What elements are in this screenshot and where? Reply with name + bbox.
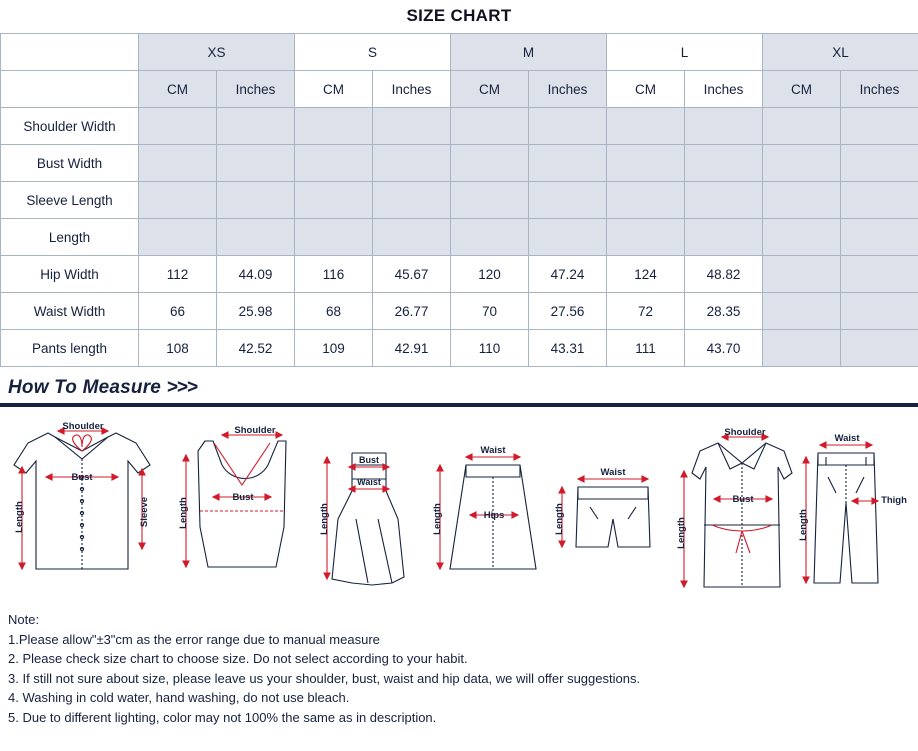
cell <box>841 256 918 293</box>
unit-xl-cm: CM <box>763 71 841 108</box>
cell <box>139 108 217 145</box>
cell <box>607 108 685 145</box>
size-header-s: S <box>295 34 451 71</box>
table-corner <box>1 34 139 71</box>
size-chart-table <box>0 33 918 367</box>
cell <box>451 145 529 182</box>
figure-tank-top <box>178 425 286 567</box>
cell <box>685 108 763 145</box>
note-line-2: 2. Please check size chart to choose size. Do not select according to your habit. <box>8 651 468 666</box>
cell: 47.24 <box>529 256 607 293</box>
svg-text:Hips: Hips <box>483 510 505 521</box>
figure-pants <box>798 433 907 583</box>
arrows-icon: >>> <box>166 377 197 398</box>
table-row <box>1 293 918 330</box>
cell <box>295 219 373 256</box>
cell: 109 <box>295 330 373 367</box>
svg-text:Shoulder: Shoulder <box>724 427 766 438</box>
svg-text:Bust: Bust <box>732 494 754 505</box>
how-to-measure-section <box>0 373 918 602</box>
svg-text:Length: Length <box>319 503 330 535</box>
cell <box>217 182 295 219</box>
svg-text:Bust: Bust <box>71 472 93 483</box>
cell <box>685 145 763 182</box>
cell: 26.77 <box>373 293 451 330</box>
unit-s-inches: Inches <box>373 71 451 108</box>
cell: 45.67 <box>373 256 451 293</box>
cell <box>217 145 295 182</box>
unit-l-cm: CM <box>607 71 685 108</box>
cell <box>841 145 918 182</box>
cell: 66 <box>139 293 217 330</box>
unit-xs-inches: Inches <box>217 71 295 108</box>
cell: 72 <box>607 293 685 330</box>
table-header-units <box>1 71 918 108</box>
row-label-pants-length: Pants length <box>1 330 139 367</box>
table-row <box>1 182 918 219</box>
row-label-waist-width: Waist Width <box>1 293 139 330</box>
cell <box>841 108 918 145</box>
cell <box>841 293 918 330</box>
cell <box>763 145 841 182</box>
unit-xl-inches: Inches <box>841 71 918 108</box>
cell <box>373 108 451 145</box>
measure-figures <box>0 407 918 602</box>
cell: 43.31 <box>529 330 607 367</box>
svg-text:Waist: Waist <box>480 445 506 456</box>
cell <box>217 219 295 256</box>
cell <box>607 219 685 256</box>
cell: 112 <box>139 256 217 293</box>
svg-text:Length: Length <box>798 509 809 541</box>
cell: 48.82 <box>685 256 763 293</box>
svg-text:Thigh: Thigh <box>881 495 907 506</box>
cell <box>451 182 529 219</box>
cell <box>841 330 918 367</box>
svg-text:Shoulder: Shoulder <box>62 421 104 432</box>
notes-heading: Note: <box>8 612 40 627</box>
cell <box>763 330 841 367</box>
cell <box>607 145 685 182</box>
row-label-sleeve-length: Sleeve Length <box>1 182 139 219</box>
cell <box>451 108 529 145</box>
cell <box>529 182 607 219</box>
cell <box>763 219 841 256</box>
svg-text:Bust: Bust <box>232 492 254 503</box>
how-to-measure-heading <box>0 373 918 403</box>
cell <box>529 108 607 145</box>
note-line-4: 4. Washing in cold water, hand washing, do not use bleach. <box>8 690 350 705</box>
cell <box>685 182 763 219</box>
cell: 44.09 <box>217 256 295 293</box>
cell <box>841 219 918 256</box>
svg-text:Waist: Waist <box>600 467 626 478</box>
cell <box>373 145 451 182</box>
table-body <box>1 108 918 367</box>
svg-text:Shoulder: Shoulder <box>234 425 276 436</box>
svg-text:Length: Length <box>676 517 687 549</box>
row-label-length: Length <box>1 219 139 256</box>
svg-text:Length: Length <box>178 497 189 529</box>
cell <box>607 182 685 219</box>
cell <box>295 182 373 219</box>
table-row <box>1 108 918 145</box>
svg-text:Bust: Bust <box>359 455 379 465</box>
cell: 28.35 <box>685 293 763 330</box>
row-label-hip-width: Hip Width <box>1 256 139 293</box>
size-header-xs: XS <box>139 34 295 71</box>
cell <box>763 256 841 293</box>
unit-l-inches: Inches <box>685 71 763 108</box>
cell <box>685 219 763 256</box>
cell <box>373 182 451 219</box>
cell <box>217 108 295 145</box>
unit-m-cm: CM <box>451 71 529 108</box>
how-to-measure-label: How To Measure <box>8 377 162 398</box>
table-row <box>1 330 918 367</box>
cell <box>529 145 607 182</box>
note-line-1: 1.Please allow"±3"cm as the error range due to manual measure <box>8 631 380 647</box>
figure-shorts <box>554 467 650 547</box>
cell <box>763 293 841 330</box>
cell <box>373 219 451 256</box>
cell <box>841 182 918 219</box>
svg-text:Sleeve: Sleeve <box>139 496 150 528</box>
unit-xs-cm: CM <box>139 71 217 108</box>
note-line-5: 5. Due to different lighting, color may not 100% the same as in description. <box>8 709 437 725</box>
cell <box>139 145 217 182</box>
figure-blouse <box>14 421 150 569</box>
figure-coat <box>676 427 792 587</box>
table-row <box>1 145 918 182</box>
table-row <box>1 219 918 256</box>
svg-text:Length: Length <box>554 503 565 535</box>
cell <box>451 219 529 256</box>
cell: 111 <box>607 330 685 367</box>
cell <box>763 182 841 219</box>
svg-text:Waist: Waist <box>834 433 860 444</box>
cell <box>295 145 373 182</box>
cell <box>139 182 217 219</box>
table-row <box>1 256 918 293</box>
row-label-shoulder-width: Shoulder Width <box>1 108 139 145</box>
cell: 25.98 <box>217 293 295 330</box>
svg-text:Length: Length <box>432 503 443 535</box>
size-header-m: M <box>451 34 607 71</box>
note-line-3: 3. If still not sure about size, please leave us your shoulder, bust, waist and hip data, we will offer suggestions. <box>8 670 641 686</box>
cell: 124 <box>607 256 685 293</box>
cell: 116 <box>295 256 373 293</box>
cell: 70 <box>451 293 529 330</box>
cell <box>295 108 373 145</box>
cell <box>763 108 841 145</box>
table-header-sizes <box>1 34 918 71</box>
cell: 68 <box>295 293 373 330</box>
unit-m-inches: Inches <box>529 71 607 108</box>
size-header-l: L <box>607 34 763 71</box>
size-header-xl: XL <box>763 34 918 71</box>
figure-skirt <box>432 445 536 569</box>
table-corner-units <box>1 71 139 108</box>
cell: 108 <box>139 330 217 367</box>
unit-s-cm: CM <box>295 71 373 108</box>
cell <box>139 219 217 256</box>
cell: 42.91 <box>373 330 451 367</box>
cell: 110 <box>451 330 529 367</box>
page-title: SIZE CHART <box>406 6 512 25</box>
cell: 42.52 <box>217 330 295 367</box>
notes-section <box>0 602 918 727</box>
svg-text:Waist: Waist <box>357 477 381 487</box>
svg-text:Length: Length <box>14 501 25 533</box>
figure-dress <box>319 453 404 585</box>
cell <box>529 219 607 256</box>
cell: 27.56 <box>529 293 607 330</box>
row-label-bust-width: Bust Width <box>1 145 139 182</box>
cell: 120 <box>451 256 529 293</box>
cell: 43.70 <box>685 330 763 367</box>
